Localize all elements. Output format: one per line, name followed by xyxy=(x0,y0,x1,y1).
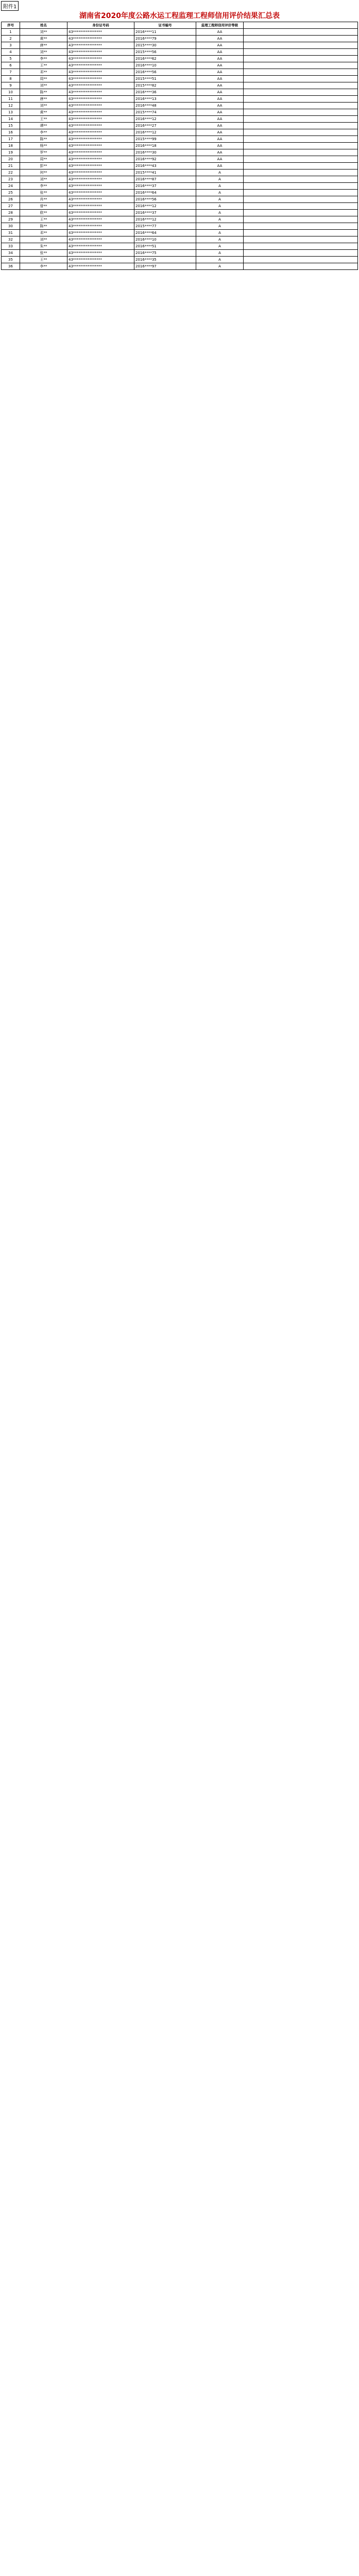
header-blank xyxy=(244,22,358,29)
table-row xyxy=(2,116,358,123)
cell-no: 19 xyxy=(2,149,20,156)
cell-grade: AA xyxy=(196,56,244,62)
cell-no: 15 xyxy=(2,123,20,129)
cell-name: 罗** xyxy=(20,149,67,156)
cell-blank xyxy=(244,190,358,196)
cell-id: 43**************** xyxy=(67,176,134,183)
cell-blank xyxy=(244,263,358,270)
cell-no: 16 xyxy=(2,129,20,136)
cell-grade: A xyxy=(196,190,244,196)
cell-blank xyxy=(244,136,358,143)
cell-cert: 2015****82 xyxy=(134,82,196,89)
cell-no: 7 xyxy=(2,69,20,76)
cell-grade: AA xyxy=(196,89,244,96)
table-row xyxy=(2,183,358,190)
table-row xyxy=(2,216,358,223)
cell-grade: AA xyxy=(196,36,244,42)
cell-id: 43**************** xyxy=(67,183,134,190)
cell-id: 43**************** xyxy=(67,82,134,89)
cell-blank xyxy=(244,42,358,49)
cell-id: 43**************** xyxy=(67,170,134,176)
cell-name: 王** xyxy=(20,116,67,123)
cell-grade: AA xyxy=(196,156,244,163)
cell-id: 43**************** xyxy=(67,136,134,143)
header-no: 序号 xyxy=(2,22,20,29)
cell-no: 36 xyxy=(2,263,20,270)
cell-cert: 2016****56 xyxy=(134,196,196,203)
cell-blank xyxy=(244,176,358,183)
cell-cert: 2015****99 xyxy=(134,136,196,143)
table-row xyxy=(2,56,358,62)
cell-name: 唐** xyxy=(20,42,67,49)
document-page xyxy=(0,0,359,270)
cell-no: 32 xyxy=(2,236,20,243)
cell-blank xyxy=(244,96,358,103)
cell-name: 李** xyxy=(20,129,67,136)
cell-id: 43**************** xyxy=(67,196,134,203)
table-row xyxy=(2,62,358,69)
cell-id: 43**************** xyxy=(67,163,134,170)
cell-grade: AA xyxy=(196,143,244,149)
cell-id: 43**************** xyxy=(67,29,134,36)
cell-grade: AA xyxy=(196,29,244,36)
cell-blank xyxy=(244,56,358,62)
cell-grade: AA xyxy=(196,42,244,49)
cell-name: 张** xyxy=(20,250,67,257)
cell-id: 43**************** xyxy=(67,96,134,103)
cell-cert: 2016****12 xyxy=(134,129,196,136)
cell-cert: 2016****12 xyxy=(134,203,196,210)
cell-no: 10 xyxy=(2,89,20,96)
cell-blank xyxy=(244,203,358,210)
table-row xyxy=(2,82,358,89)
cell-no: 21 xyxy=(2,163,20,170)
cell-blank xyxy=(244,163,358,170)
cell-id: 43**************** xyxy=(67,216,134,223)
header-cert: 证书编号 xyxy=(134,22,196,29)
cell-grade: A xyxy=(196,236,244,243)
cell-cert: 2016****64 xyxy=(134,190,196,196)
cell-id: 43**************** xyxy=(67,203,134,210)
cell-cert: 2015****56 xyxy=(134,49,196,56)
cell-name: 刘** xyxy=(20,176,67,183)
table-row xyxy=(2,163,358,170)
cell-name: 刘** xyxy=(20,29,67,36)
cell-name: 张** xyxy=(20,190,67,196)
cell-cert: 2015****77 xyxy=(134,223,196,230)
cell-grade: AA xyxy=(196,149,244,156)
cell-name: 刘** xyxy=(20,49,67,56)
table-row xyxy=(2,263,358,270)
table-row xyxy=(2,243,358,250)
cell-id: 43**************** xyxy=(67,243,134,250)
cell-cert: 2016****43 xyxy=(134,163,196,170)
table-row xyxy=(2,230,358,236)
table-row xyxy=(2,42,358,49)
cell-grade: AA xyxy=(196,103,244,109)
cell-id: 43**************** xyxy=(67,42,134,49)
cell-blank xyxy=(244,216,358,223)
table-row xyxy=(2,103,358,109)
cell-no: 2 xyxy=(2,36,20,42)
cell-blank xyxy=(244,230,358,236)
cell-no: 9 xyxy=(2,82,20,89)
cell-name: 邓** xyxy=(20,230,67,236)
cell-grade: AA xyxy=(196,82,244,89)
table-row xyxy=(2,210,358,216)
cell-blank xyxy=(244,170,358,176)
attachment-label: 附件1 xyxy=(1,1,19,11)
cell-no: 34 xyxy=(2,250,20,257)
table-row xyxy=(2,49,358,56)
cell-no: 8 xyxy=(2,76,20,82)
cell-cert: 2016****27 xyxy=(134,123,196,129)
cell-cert: 2015****30 xyxy=(134,42,196,49)
cell-id: 43**************** xyxy=(67,116,134,123)
cell-no: 31 xyxy=(2,230,20,236)
cell-no: 18 xyxy=(2,143,20,149)
cell-cert: 2016****92 xyxy=(134,156,196,163)
cell-name: 曾** xyxy=(20,203,67,210)
cell-grade: A xyxy=(196,263,244,270)
cell-id: 43**************** xyxy=(67,143,134,149)
cell-no: 11 xyxy=(2,96,20,103)
cell-name: 刘** xyxy=(20,103,67,109)
cell-no: 20 xyxy=(2,156,20,163)
cell-id: 43**************** xyxy=(67,236,134,243)
cell-no: 23 xyxy=(2,176,20,183)
cell-cert: 2016****75 xyxy=(134,250,196,257)
cell-blank xyxy=(244,183,358,190)
cell-cert: 2016****12 xyxy=(134,216,196,223)
cell-cert: 2016****30 xyxy=(134,149,196,156)
cell-blank xyxy=(244,156,358,163)
cell-no: 1 xyxy=(2,29,20,36)
cell-id: 43**************** xyxy=(67,190,134,196)
table-row xyxy=(2,170,358,176)
cell-cert: 2016****18 xyxy=(134,143,196,149)
cell-name: 陈** xyxy=(20,89,67,96)
cell-name: 谭** xyxy=(20,123,67,129)
cell-id: 43**************** xyxy=(67,56,134,62)
cell-no: 24 xyxy=(2,183,20,190)
cell-id: 43**************** xyxy=(67,69,134,76)
cell-no: 30 xyxy=(2,223,20,230)
table-row xyxy=(2,203,358,210)
cell-name: 李** xyxy=(20,183,67,190)
table-row xyxy=(2,109,358,116)
cell-no: 28 xyxy=(2,210,20,216)
cell-cert: 2016****10 xyxy=(134,62,196,69)
table-row xyxy=(2,176,358,183)
cell-id: 43**************** xyxy=(67,250,134,257)
table-row xyxy=(2,156,358,163)
cell-grade: AA xyxy=(196,109,244,116)
cell-no: 27 xyxy=(2,203,20,210)
cell-blank xyxy=(244,29,358,36)
cell-cert: 2016****35 xyxy=(134,257,196,263)
table-body xyxy=(2,29,358,270)
cell-name: 唐** xyxy=(20,96,67,103)
cell-id: 43**************** xyxy=(67,89,134,96)
page-title: 湖南省2020年度公路水运工程监理工程师信用评价结果汇总表 xyxy=(79,12,280,20)
cell-blank xyxy=(244,89,358,96)
cell-id: 43**************** xyxy=(67,149,134,156)
table-row xyxy=(2,190,358,196)
cell-cert: 2016****37 xyxy=(134,183,196,190)
cell-blank xyxy=(244,223,358,230)
cell-blank xyxy=(244,196,358,203)
cell-cert: 2016****12 xyxy=(134,116,196,123)
cell-grade: A xyxy=(196,230,244,236)
cell-id: 43**************** xyxy=(67,129,134,136)
cell-no: 26 xyxy=(2,196,20,203)
header-name: 姓名 xyxy=(20,22,67,29)
cell-blank xyxy=(244,36,358,42)
table-row xyxy=(2,196,358,203)
cell-cert: 2016****11 xyxy=(134,29,196,36)
cell-id: 43**************** xyxy=(67,103,134,109)
table-row xyxy=(2,29,358,36)
cell-grade: AA xyxy=(196,49,244,56)
cell-no: 22 xyxy=(2,170,20,176)
cell-blank xyxy=(244,129,358,136)
cell-cert: 2016****48 xyxy=(134,103,196,109)
cell-id: 43**************** xyxy=(67,76,134,82)
cell-name: 王** xyxy=(20,62,67,69)
cell-id: 43**************** xyxy=(67,49,134,56)
cell-cert: 2016****87 xyxy=(134,176,196,183)
cell-name: 刘** xyxy=(20,236,67,243)
cell-grade: AA xyxy=(196,62,244,69)
cell-name: 彭** xyxy=(20,163,67,170)
cell-cert: 2016****10 xyxy=(134,236,196,243)
cell-grade: A xyxy=(196,170,244,176)
cell-id: 43**************** xyxy=(67,223,134,230)
cell-blank xyxy=(244,49,358,56)
cell-grade: A xyxy=(196,243,244,250)
cell-blank xyxy=(244,149,358,156)
cell-name: 李** xyxy=(20,56,67,62)
cell-no: 6 xyxy=(2,62,20,69)
cell-cert: 2015****51 xyxy=(134,76,196,82)
cell-grade: AA xyxy=(196,69,244,76)
results-table xyxy=(1,22,358,270)
cell-blank xyxy=(244,82,358,89)
cell-name: 王** xyxy=(20,216,67,223)
cell-blank xyxy=(244,243,358,250)
table-row xyxy=(2,223,358,230)
cell-no: 29 xyxy=(2,216,20,223)
cell-grade: A xyxy=(196,216,244,223)
cell-no: 25 xyxy=(2,190,20,196)
cell-grade: A xyxy=(196,203,244,210)
table-row xyxy=(2,257,358,263)
cell-cert: 2015****74 xyxy=(134,109,196,116)
cell-no: 35 xyxy=(2,257,20,263)
cell-name: 周** xyxy=(20,156,67,163)
table-row xyxy=(2,76,358,82)
cell-cert: 2016****79 xyxy=(134,36,196,42)
cell-blank xyxy=(244,109,358,116)
table-row xyxy=(2,69,358,76)
cell-name: 陈** xyxy=(20,223,67,230)
cell-id: 43**************** xyxy=(67,123,134,129)
cell-name: 朱** xyxy=(20,243,67,250)
cell-grade: A xyxy=(196,183,244,190)
cell-id: 43**************** xyxy=(67,230,134,236)
table-row xyxy=(2,129,358,136)
cell-name: 何** xyxy=(20,170,67,176)
cell-name: 欧** xyxy=(20,210,67,216)
cell-id: 43**************** xyxy=(67,257,134,263)
cell-name: 刘** xyxy=(20,82,67,89)
cell-grade: AA xyxy=(196,136,244,143)
cell-cert: 2016****97 xyxy=(134,263,196,270)
cell-no: 14 xyxy=(2,116,20,123)
cell-id: 43**************** xyxy=(67,109,134,116)
cell-grade: A xyxy=(196,196,244,203)
table-row xyxy=(2,123,358,129)
cell-blank xyxy=(244,143,358,149)
cell-name: 李** xyxy=(20,263,67,270)
cell-id: 43**************** xyxy=(67,156,134,163)
cell-name: 杨** xyxy=(20,143,67,149)
cell-no: 4 xyxy=(2,49,20,56)
cell-no: 33 xyxy=(2,243,20,250)
cell-name: 周** xyxy=(20,76,67,82)
table-header-row xyxy=(2,22,358,29)
cell-blank xyxy=(244,76,358,82)
table-row xyxy=(2,96,358,103)
cell-name: 黄** xyxy=(20,36,67,42)
table-row xyxy=(2,89,358,96)
cell-blank xyxy=(244,257,358,263)
cell-blank xyxy=(244,69,358,76)
cell-blank xyxy=(244,236,358,243)
table-row xyxy=(2,136,358,143)
cell-blank xyxy=(244,62,358,69)
table-row xyxy=(2,143,358,149)
cell-no: 17 xyxy=(2,136,20,143)
cell-blank xyxy=(244,123,358,129)
table-row xyxy=(2,149,358,156)
cell-cert: 2016****51 xyxy=(134,243,196,250)
cell-grade: A xyxy=(196,257,244,263)
cell-cert: 2015****41 xyxy=(134,170,196,176)
cell-id: 43**************** xyxy=(67,62,134,69)
cell-grade: A xyxy=(196,223,244,230)
cell-cert: 2016****13 xyxy=(134,96,196,103)
table-row xyxy=(2,36,358,42)
cell-blank xyxy=(244,103,358,109)
table-row xyxy=(2,250,358,257)
cell-grade: AA xyxy=(196,116,244,123)
header-id: 身份证号码 xyxy=(67,22,134,29)
cell-id: 43**************** xyxy=(67,36,134,42)
cell-no: 3 xyxy=(2,42,20,49)
cell-grade: A xyxy=(196,250,244,257)
table-row xyxy=(2,236,358,243)
cell-grade: A xyxy=(196,210,244,216)
cell-grade: AA xyxy=(196,76,244,82)
cell-grade: AA xyxy=(196,123,244,129)
cell-name: 黄** xyxy=(20,109,67,116)
cell-no: 5 xyxy=(2,56,20,62)
cell-blank xyxy=(244,116,358,123)
cell-name: 邓** xyxy=(20,69,67,76)
cell-no: 12 xyxy=(2,103,20,109)
cell-cert: 2016****62 xyxy=(134,56,196,62)
cell-blank xyxy=(244,210,358,216)
cell-name: 王** xyxy=(20,257,67,263)
cell-cert: 2016****56 xyxy=(134,69,196,76)
cell-name: 肖** xyxy=(20,196,67,203)
cell-cert: 2016****36 xyxy=(134,89,196,96)
cell-grade: A xyxy=(196,176,244,183)
cell-grade: AA xyxy=(196,96,244,103)
cell-id: 43**************** xyxy=(67,263,134,270)
cell-cert: 2016****64 xyxy=(134,230,196,236)
cell-blank xyxy=(244,250,358,257)
cell-grade: AA xyxy=(196,129,244,136)
cell-no: 13 xyxy=(2,109,20,116)
cell-id: 43**************** xyxy=(67,210,134,216)
cell-cert: 2016****37 xyxy=(134,210,196,216)
cell-name: 陈** xyxy=(20,136,67,143)
cell-grade: AA xyxy=(196,163,244,170)
header-grade: 监理工程师信用评价等级 xyxy=(196,22,244,29)
